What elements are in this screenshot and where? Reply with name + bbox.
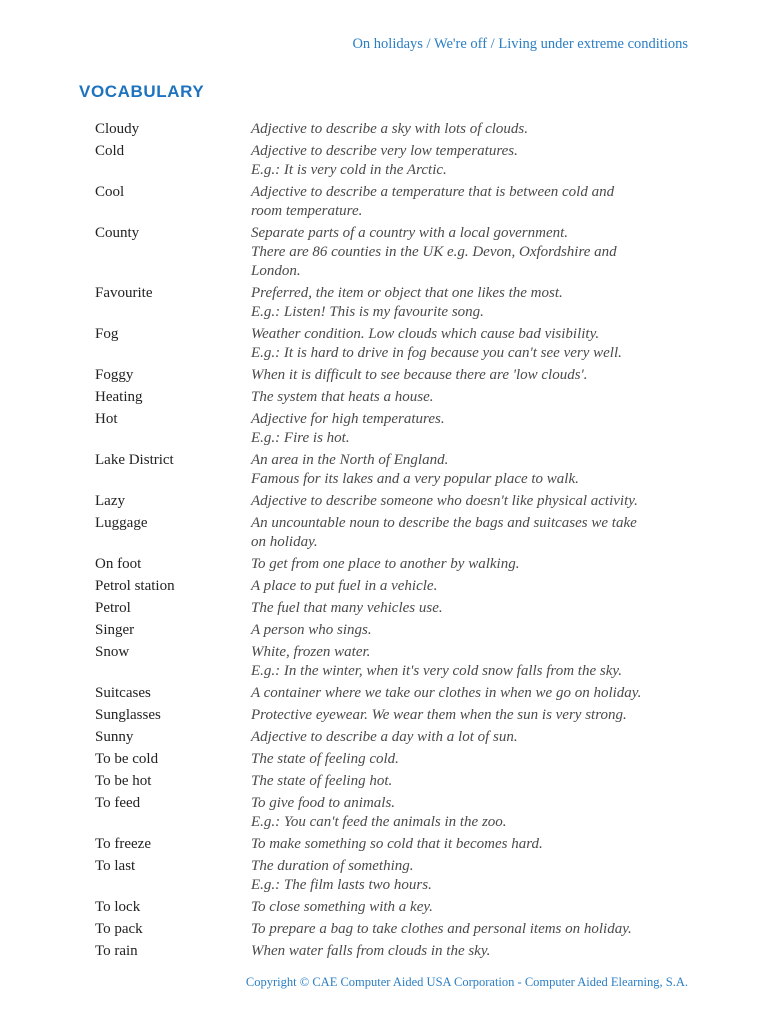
vocab-definition — [251, 325, 695, 363]
definition-line: Adjective to describe someone who doesn't like physical activity. — [251, 493, 638, 509]
definition-line: There are 86 counties in the UK e.g. Devon, Oxfordshire and — [251, 244, 617, 260]
vocab-definition — [251, 451, 695, 489]
vocab-term: Fog — [95, 326, 119, 342]
vocab-entry — [95, 120, 695, 139]
vocab-definition — [251, 920, 695, 939]
definition-line: To get from one place to another by walking. — [251, 556, 520, 572]
vocab-definition — [251, 835, 695, 854]
copyright-footer: Copyright © CAE Computer Aided USA Corporation - Computer Aided Elearning, S.A. — [245, 975, 688, 989]
definition-line: Adjective to describe a temperature that is between cold and — [251, 184, 615, 200]
vocab-entry — [95, 706, 695, 725]
definition-line: The fuel that many vehicles use. — [251, 600, 443, 616]
vocab-term: To pack — [95, 921, 143, 937]
definition-line: The system that heats a house. — [251, 389, 434, 405]
vocab-term: Snow — [95, 644, 130, 660]
definition-line: When it is difficult to see because there are 'low clouds'. — [251, 367, 588, 383]
vocab-definition — [251, 224, 695, 281]
vocab-term: To lock — [95, 899, 141, 915]
vocab-term: Lazy — [95, 493, 125, 509]
vocab-entry — [95, 410, 695, 448]
definition-line: Adjective to describe a sky with lots of clouds. — [251, 121, 529, 137]
vocab-definition — [251, 684, 695, 703]
vocab-definition — [251, 750, 695, 769]
vocab-definition — [251, 621, 695, 640]
definition-line: E.g.: In the winter, when it's very cold snow falls from the sky. — [251, 663, 622, 679]
vocab-term: On foot — [95, 556, 142, 572]
definition-line: An uncountable noun to describe the bags and suitcases we take — [251, 515, 637, 531]
vocab-definition — [251, 599, 695, 618]
definition-line: E.g.: Fire is hot. — [251, 430, 350, 446]
definition-line: E.g.: It is very cold in the Arctic. — [251, 162, 447, 178]
definition-line: Adjective to describe a day with a lot of sun. — [251, 729, 518, 745]
vocab-term: Heating — [95, 389, 143, 405]
vocab-term: Hot — [95, 411, 118, 427]
vocab-entry — [95, 555, 695, 574]
vocab-definition — [251, 794, 695, 832]
definition-line: A person who sings. — [251, 622, 372, 638]
vocab-term: Petrol station — [95, 578, 175, 594]
definition-line: Separate parts of a country with a local government. — [251, 225, 569, 241]
vocab-entry — [95, 577, 695, 596]
definition-line: Weather condition. Low clouds which cause bad visibility. — [251, 326, 600, 342]
vocab-entry — [95, 684, 695, 703]
vocab-definition — [251, 706, 695, 725]
definition-line: The state of feeling cold. — [251, 751, 399, 767]
vocab-entry — [95, 920, 695, 939]
vocabulary-list — [95, 120, 695, 964]
definition-line: When water falls from clouds in the sky. — [251, 943, 491, 959]
page-header-breadcrumb: On holidays / We're off / Living under extreme conditions — [352, 36, 688, 52]
vocab-term: To be cold — [95, 751, 159, 767]
vocab-term: Sunglasses — [95, 707, 161, 723]
vocab-term: Lake District — [95, 452, 174, 468]
vocab-entry — [95, 621, 695, 640]
vocab-entry — [95, 492, 695, 511]
vocab-term: To freeze — [95, 836, 151, 852]
definition-line: Adjective for high temperatures. — [251, 411, 445, 427]
vocab-term: Cold — [95, 143, 125, 159]
vocab-definition — [251, 942, 695, 961]
vocab-definition — [251, 142, 695, 180]
definition-line: E.g.: The film lasts two hours. — [251, 877, 432, 893]
definition-line: A container where we take our clothes in when we go on holiday. — [251, 685, 642, 701]
vocab-entry — [95, 142, 695, 180]
vocab-definition — [251, 555, 695, 574]
vocab-term: Sunny — [95, 729, 134, 745]
definition-line: London. — [251, 263, 301, 279]
vocab-entry — [95, 451, 695, 489]
vocab-definition — [251, 728, 695, 747]
vocab-term: Cloudy — [95, 121, 140, 137]
definition-line: on holiday. — [251, 534, 318, 550]
vocab-definition — [251, 643, 695, 681]
definition-line: An area in the North of England. — [251, 452, 449, 468]
vocab-definition — [251, 388, 695, 407]
vocab-definition — [251, 492, 695, 511]
vocab-term: Cool — [95, 184, 125, 200]
vocab-entry — [95, 514, 695, 552]
vocab-entry — [95, 857, 695, 895]
vocab-entry — [95, 643, 695, 681]
definition-line: Preferred, the item or object that one likes the most. — [251, 285, 563, 301]
definition-line: room temperature. — [251, 203, 363, 219]
vocab-definition — [251, 410, 695, 448]
definition-line: Famous for its lakes and a very popular place to walk. — [251, 471, 579, 487]
vocab-definition — [251, 577, 695, 596]
vocab-term: To rain — [95, 943, 138, 959]
definition-line: The state of feeling hot. — [251, 773, 393, 789]
vocab-definition — [251, 120, 695, 139]
vocab-definition — [251, 898, 695, 917]
vocab-entry — [95, 183, 695, 221]
vocab-term: Foggy — [95, 367, 134, 383]
vocab-definition — [251, 514, 695, 552]
definition-line: To prepare a bag to take clothes and personal items on holiday. — [251, 921, 632, 937]
vocab-entry — [95, 835, 695, 854]
vocab-term: County — [95, 225, 140, 241]
definition-line: E.g.: It is hard to drive in fog because you can't see very well. — [251, 345, 622, 361]
vocab-term: Singer — [95, 622, 135, 638]
section-title: VOCABULARY — [79, 82, 205, 101]
definition-line: To give food to animals. — [251, 795, 396, 811]
vocab-entry — [95, 599, 695, 618]
vocab-term: To feed — [95, 795, 141, 811]
vocab-entry — [95, 942, 695, 961]
vocab-entry — [95, 388, 695, 407]
vocab-definition — [251, 183, 695, 221]
vocab-entry — [95, 794, 695, 832]
vocab-term: To be hot — [95, 773, 152, 789]
vocab-entry — [95, 284, 695, 322]
definition-line: To make something so cold that it becomes hard. — [251, 836, 543, 852]
vocab-entry — [95, 772, 695, 791]
vocab-entry — [95, 728, 695, 747]
vocab-term: Suitcases — [95, 685, 151, 701]
definition-line: To close something with a key. — [251, 899, 433, 915]
vocab-entry — [95, 750, 695, 769]
vocab-definition — [251, 857, 695, 895]
vocab-entry — [95, 366, 695, 385]
definition-line: Adjective to describe very low temperatures. — [251, 143, 518, 159]
definition-line: A place to put fuel in a vehicle. — [251, 578, 438, 594]
vocab-term: Petrol — [95, 600, 131, 616]
vocab-entry — [95, 898, 695, 917]
vocab-entry — [95, 224, 695, 281]
vocab-definition — [251, 366, 695, 385]
vocab-term: Favourite — [95, 285, 153, 301]
definition-line: The duration of something. — [251, 858, 414, 874]
definition-line: White, frozen water. — [251, 644, 371, 660]
vocab-definition — [251, 284, 695, 322]
vocab-definition — [251, 772, 695, 791]
vocab-term: Luggage — [95, 515, 148, 531]
definition-line: E.g.: Listen! This is my favourite song. — [251, 304, 484, 320]
vocab-entry — [95, 325, 695, 363]
definition-line: Protective eyewear. We wear them when the sun is very strong. — [251, 707, 627, 723]
vocab-term: To last — [95, 858, 136, 874]
definition-line: E.g.: You can't feed the animals in the zoo. — [251, 814, 507, 830]
